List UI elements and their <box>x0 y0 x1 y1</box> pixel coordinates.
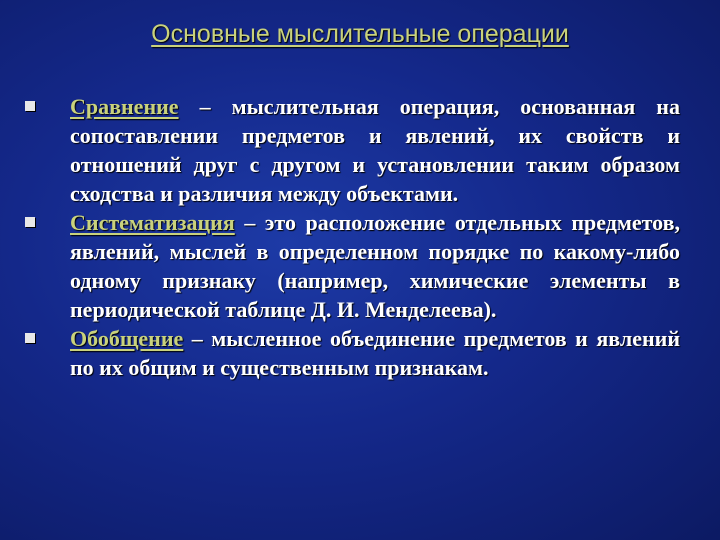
list-item <box>20 92 680 208</box>
item-text: – мыслительная операция, основанная на сопоставлении предметов и явлений, их свойств и отношений друг с другом и установлении таким образом сходства и различия между объектами. <box>70 94 680 206</box>
term-link[interactable]: Систематизация <box>70 210 235 235</box>
item-text: – это расположение отдельных предметов, явлений, мыслей в определенном порядке по какому-либо одному признаку (например, химические элементы в периодической таблице Д. И. Менделеева). <box>70 210 680 322</box>
square-bullet-icon <box>25 333 35 343</box>
list-item <box>20 208 680 324</box>
term-link[interactable]: Обобщение <box>70 326 184 351</box>
bullet-list <box>20 92 680 382</box>
square-bullet-icon <box>25 101 35 111</box>
square-bullet-icon <box>25 217 35 227</box>
item-text: – мысленное объединение предметов и явлений по их общим и существенным признакам. <box>70 326 680 380</box>
list-item <box>20 324 680 382</box>
term-link[interactable]: Сравнение <box>70 94 179 119</box>
slide-title: Основные мыслительные операции <box>151 20 569 48</box>
